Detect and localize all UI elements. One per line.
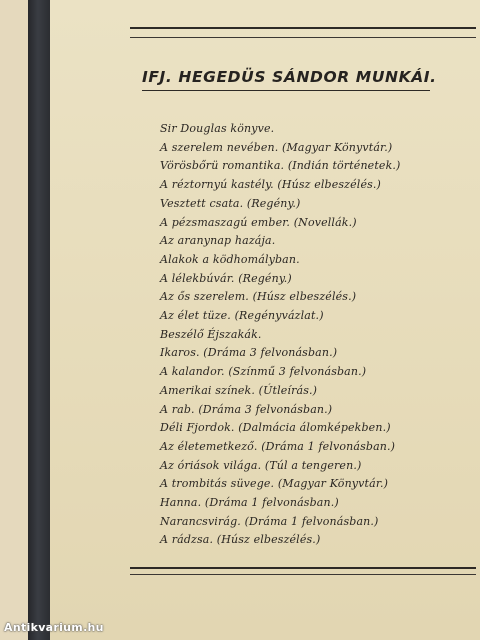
work-item: Alakok a ködhomályban.: [160, 252, 300, 266]
work-item: Az aranynap hazája.: [160, 234, 276, 248]
work-item: A rab. (Dráma 3 felvonásban.): [160, 402, 333, 416]
work-item: A trombitás süvege. (Magyar Könyvtár.): [160, 477, 389, 491]
work-item: Az óriások világa. (Túl a tengeren.): [160, 458, 362, 472]
book-page: [50, 0, 480, 640]
work-item: Vörösbőrü romantika. (Indián történetek.): [160, 159, 401, 173]
work-item: Vesztett csata. (Regény.): [160, 196, 301, 210]
top-rule-thick: [130, 27, 476, 29]
work-item: A réztornyú kastély. (Húsz elbeszélés.): [160, 178, 381, 192]
page-title: IFJ. HEGEDÜS SÁNDOR MUNKÁI.: [142, 68, 437, 86]
work-item: A lélekbúvár. (Regény.): [160, 271, 292, 285]
work-item: A rádzsa. (Húsz elbeszélés.): [160, 533, 321, 547]
work-item: A szerelem nevében. (Magyar Könyvtár.): [160, 140, 393, 154]
work-item: Az ős szerelem. (Húsz elbeszélés.): [160, 290, 357, 304]
bottom-rule-thick: [130, 567, 476, 569]
adjacent-page-edge: [0, 0, 28, 640]
work-item: Narancsvirág. (Dráma 1 felvonásban.): [160, 514, 379, 528]
work-item: Beszélő Éjszakák.: [160, 327, 262, 341]
watermark: Antikvarium.hu: [4, 621, 104, 634]
title-underline: [142, 90, 430, 91]
work-item: Sir Douglas könyve.: [160, 122, 275, 135]
work-item: Az élet tüze. (Regényvázlat.): [160, 309, 324, 323]
work-item: Hanna. (Dráma 1 felvonásban.): [160, 496, 339, 510]
book-spine: [28, 0, 50, 640]
bottom-rule-thin: [130, 574, 476, 575]
work-item: A pézsmaszagú ember. (Novellák.): [160, 215, 357, 229]
top-rule-thin: [130, 37, 476, 38]
work-item: A kalandor. (Színmű 3 felvonásban.): [160, 365, 367, 379]
work-item: Amerikai színek. (Útleírás.): [160, 383, 318, 397]
work-item: Ikaros. (Dráma 3 felvonásban.): [160, 346, 338, 360]
work-item: Az életemetkező. (Dráma 1 felvonásban.): [160, 439, 396, 453]
works-list: [160, 120, 400, 550]
work-item: Déli Fjordok. (Dalmácia álomképekben.): [160, 421, 391, 435]
